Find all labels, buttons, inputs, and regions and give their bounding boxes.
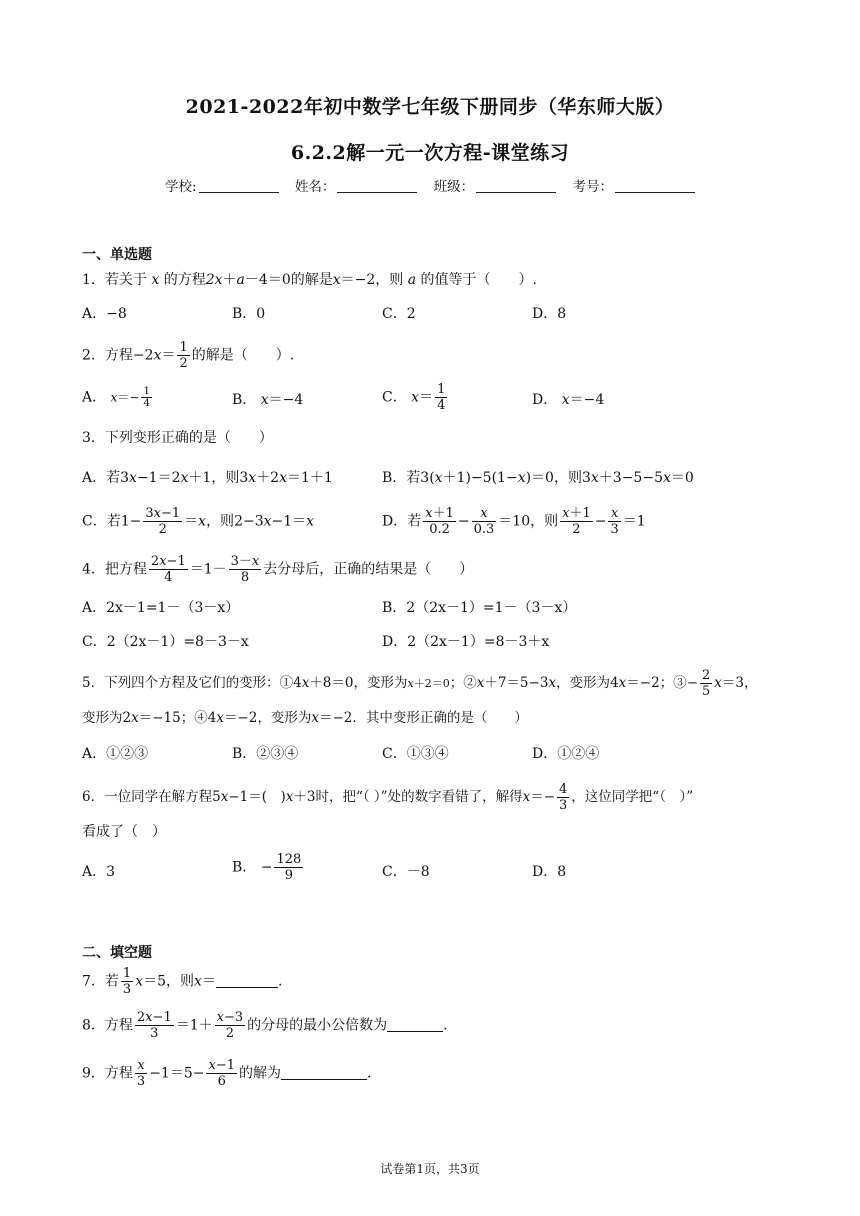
q1-option-d[interactable]: D．8 [532, 306, 567, 322]
question-6-line-1: 6．一位同学在解方程5x−1＝( )x＋3时，把“（ ）”处的数字看错了，解得x＝− $\frac{4}{3}$ ，这位同学把“（ ）” [82, 782, 694, 813]
question-5-line-1: 5．下列四个方程及它们的变形：①4x＋8＝0，变形为x＋2＝0；②x＋7＝5−3x，变形为4x＝−2；③− $\frac{2}{5}$ x＝3， [82, 668, 758, 699]
q9-answer-blank[interactable] [281, 1079, 367, 1080]
page-subtitle: 6.2.2解一元一次方程-课堂练习 [290, 142, 570, 164]
q5-option-b[interactable]: B．②③④ [232, 746, 299, 762]
q1-option-b[interactable]: B．0 [232, 306, 266, 322]
question-7: 7．若 $\frac{1}{3}$ x＝5，则x＝ . [82, 966, 283, 997]
q6-option-a[interactable]: A．3 [82, 864, 116, 880]
question-9: 9．方程 $\frac{x}{3}$ −1＝5− $\frac{x-1}{6}$ 的解为 . [82, 1058, 372, 1089]
q3-option-c[interactable]: C．若1− $\frac{3x-1}{2}$ ＝x，则2−3x−1＝x [82, 506, 315, 537]
section-heading-fill-blank: 二、填空题 [82, 945, 152, 961]
q3-option-a[interactable]: A．若3x−1＝2x＋1，则3x＋2x＝1＋1 [82, 470, 333, 486]
q5-option-c[interactable]: C．①③④ [382, 746, 449, 762]
name-field[interactable]: 姓名： [295, 175, 418, 195]
q1-option-c[interactable]: C．2 [382, 306, 416, 322]
q4-option-a[interactable]: A．2x－1=1－（3－x） [82, 600, 240, 616]
question-2: 2．方程−2x＝ $\frac{1}{2}$ 的解是（ ）. [82, 340, 295, 371]
q6-option-b[interactable]: B． − $\frac{128}{9}$ [232, 852, 302, 883]
q2-option-b[interactable]: B． x＝−4 [232, 392, 304, 408]
question-4: 4．把方程 $\frac{2x-1}{4}$ ＝1－ $\frac{3-x}{8}$ 去分母后，正确的结果是（ ） [82, 554, 474, 585]
q1-option-a[interactable]: A．−8 [82, 306, 127, 322]
q3-option-b[interactable]: B．若3(x＋1)−5(1−x)＝0，则3x＋3−5−5x＝0 [382, 470, 694, 486]
q4-option-c[interactable]: C．2（2x－1）=8－3－x [82, 634, 249, 650]
q4-option-b[interactable]: B．2（2x－1）=1－（3－x） [382, 600, 577, 616]
page-title: 2021-2022年初中数学七年级下册同步（华东师大版） [185, 96, 675, 118]
q3-option-d[interactable]: D．若 $\frac{x+1}{0.2}$ − $\frac{x}{0.3}$ ＝10，则 $\frac{x+1}{2}$ − $\frac{x}{3}$ ＝1 [382, 506, 646, 537]
q5-option-a[interactable]: A．①②③ [82, 746, 149, 762]
q6-option-d[interactable]: D．8 [532, 864, 567, 880]
class-field[interactable]: 班级： [434, 175, 557, 195]
q2-option-d[interactable]: D． x＝−4 [532, 392, 605, 408]
exam-number-field[interactable]: 考号： [572, 175, 695, 195]
section-heading-single-choice: 一、单选题 [82, 247, 152, 263]
page-footer: 试卷第1页，共3页 [380, 1162, 480, 1176]
q5-option-d[interactable]: D．①②④ [532, 746, 600, 762]
question-5-line-2: 变形为2x＝−15；④4x＝−2，变形为x＝−2．其中变形正确的是（ ） [82, 710, 528, 726]
q2-option-a[interactable]: A． x＝− $\frac{1}{4}$ [82, 385, 151, 409]
question-3: 3．下列变形正确的是（ ） [82, 430, 273, 446]
student-info-row [0, 175, 860, 195]
question-6-line-2: 看成了（ ） [82, 824, 166, 840]
question-8: 8．方程 $\frac{2x-1}{3}$ ＝1＋ $\frac{x-3}{2}$ 的分母的最小公倍数为 . [82, 1010, 448, 1041]
q7-answer-blank[interactable] [216, 987, 278, 988]
q2-option-c[interactable]: C． x＝ $\frac{1}{4}$ [382, 382, 446, 413]
q4-option-d[interactable]: D．2（2x－1）=8－3＋x [382, 634, 550, 650]
q6-option-c[interactable]: C．－8 [382, 864, 430, 880]
school-field[interactable]: 学校: [165, 175, 279, 195]
question-1: 1．若关于 x 的方程2x＋a－4＝0的解是x＝−2，则 a 的值等于（ ）. [82, 272, 537, 288]
q8-answer-blank[interactable] [387, 1031, 443, 1032]
